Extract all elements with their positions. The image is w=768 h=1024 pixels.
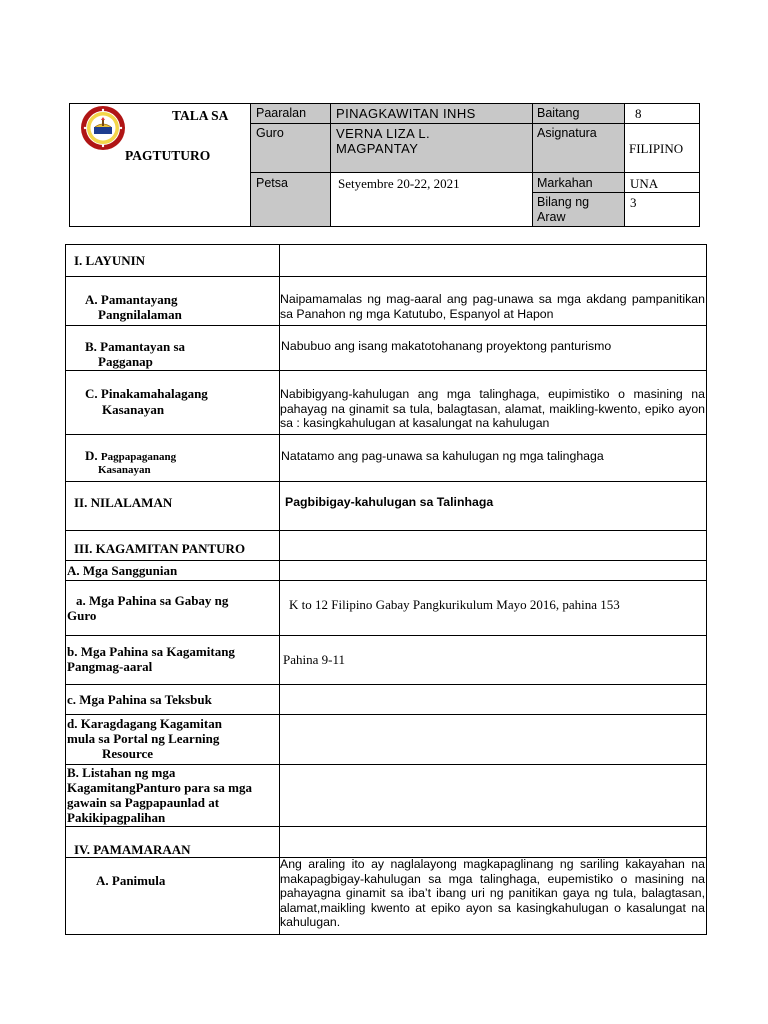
kasanayan-label-2: Kasanayan (102, 402, 165, 417)
pamantayang-text: Naipamamalas ng mag-aaral ang pag-unawa sa mga akdang pampanitikan sa Panahon ng mga Katutubo, Espanyol at Hapon (280, 292, 705, 321)
section-pamamaraan: IV. PAMAMARAAN (74, 842, 191, 857)
petsa-value: Setyembre 20-22, 2021 (338, 176, 460, 191)
portal-label-1: d. Karagdagang Kagamitan (67, 716, 222, 731)
panimula-text: Ang araling ito ay naglalayong magkapaglinang ng sariling kakayahan na makapagbigay-kahulugan sa mga talinghaga, eupemistiko o masining na pahayagna ginamit sa iba’t ibang uri ng panitikan gaya ng tula, balagtasan, alamat,maikling kwento at epiko ayon sa kasingkahulugan o kasalungat na kahulugan. (280, 857, 705, 929)
kagamitang-text: Pahina 9-11 (283, 652, 345, 667)
listahan-label-1: B. Listahan ng mga (67, 765, 176, 780)
kasanayan-text: Nabibigyang-kahulugan ang mga talinghaga, eupimistiko o masining na pahayag na ginamit sa tula, balagtasan, alamat, maikling-kwento, epiko ayon sa : kasingkahulugan at kasalungat na kahulugan (280, 387, 705, 430)
listahan-label-2: KagamitangPanturo para sa mga (67, 780, 253, 795)
baitang-label: Baitang (537, 106, 580, 120)
pagpapaganang-text: Natatamo ang pag-unawa sa kahulugan ng mga talinghaga (281, 449, 604, 463)
pagpapaganang-label-2: Kasanayan (98, 464, 151, 476)
listahan-label-3: gawain sa Pagpapaunlad at (67, 795, 220, 810)
pagpapaganang-label-1: D. Pagpapaganang (85, 448, 177, 463)
gabay-label-2: Guro (67, 608, 97, 623)
bilang-value: 3 (630, 195, 637, 210)
portal-label-3: Resource (102, 746, 154, 761)
pagganap-label-1: B. Pamantayan sa (85, 339, 186, 354)
listahan-label-4: Pakikipagpalihan (67, 810, 166, 825)
teksbuk-label: c. Mga Pahina sa Teksbuk (67, 692, 212, 707)
gabay-text: K to 12 Filipino Gabay Pangkurikulum Mayo 2016, pahina 153 (289, 597, 620, 612)
school-seal-logo (80, 105, 126, 151)
kagamitang-label-1: b. Mga Pahina sa Kagamitang (67, 644, 235, 659)
bilang-label-1: Bilang ng (537, 195, 590, 209)
title-line-2: PAGTUTURO (125, 148, 211, 163)
asignatura-value: FILIPINO (629, 141, 684, 156)
title-line-1: TALA SA (172, 108, 229, 123)
markahan-value: UNA (630, 176, 659, 191)
nilalaman-text: Pagbibigay-kahulugan sa Talinhaga (285, 495, 494, 509)
guro-label: Guro (256, 126, 284, 140)
guro-value-2: MAGPANTAY (336, 141, 419, 156)
paaralan-label: Paaralan (256, 106, 307, 120)
pagganap-text: Nabubuo ang isang makatotohanang proyektong panturismo (281, 339, 612, 353)
pamantayang-label-2: Pangnilalaman (98, 307, 182, 322)
guro-value-1: VERNA LIZA L. (336, 126, 431, 141)
panimula-label: A. Panimula (96, 873, 166, 888)
sanggunian-label: A. Mga Sanggunian (67, 563, 178, 578)
section-kagamitan: III. KAGAMITAN PANTURO (74, 541, 246, 556)
pamantayang-label-1: A. Pamantayang (85, 292, 178, 307)
bilang-label-2: Araw (537, 210, 566, 224)
pagganap-label-2: Pagganap (98, 354, 153, 369)
section-nilalaman: II. NILALAMAN (74, 495, 173, 510)
section-layunin: I. LAYUNIN (74, 253, 146, 268)
paaralan-value: PINAGKAWITAN INHS (336, 106, 476, 121)
kasanayan-label-1: C. Pinakamahalagang (85, 386, 208, 401)
gabay-label-1: a. Mga Pahina sa Gabay ng (76, 593, 229, 608)
pagpapaganang-label-text: Pagpapaganang (100, 451, 177, 463)
asignatura-label: Asignatura (537, 126, 597, 140)
petsa-label: Petsa (256, 176, 288, 190)
markahan-label: Markahan (537, 176, 593, 190)
baitang-value: 8 (635, 106, 642, 121)
kagamitang-label-2: Pangmag-aaral (67, 659, 153, 674)
portal-label-2: mula sa Portal ng Learning (67, 731, 220, 746)
